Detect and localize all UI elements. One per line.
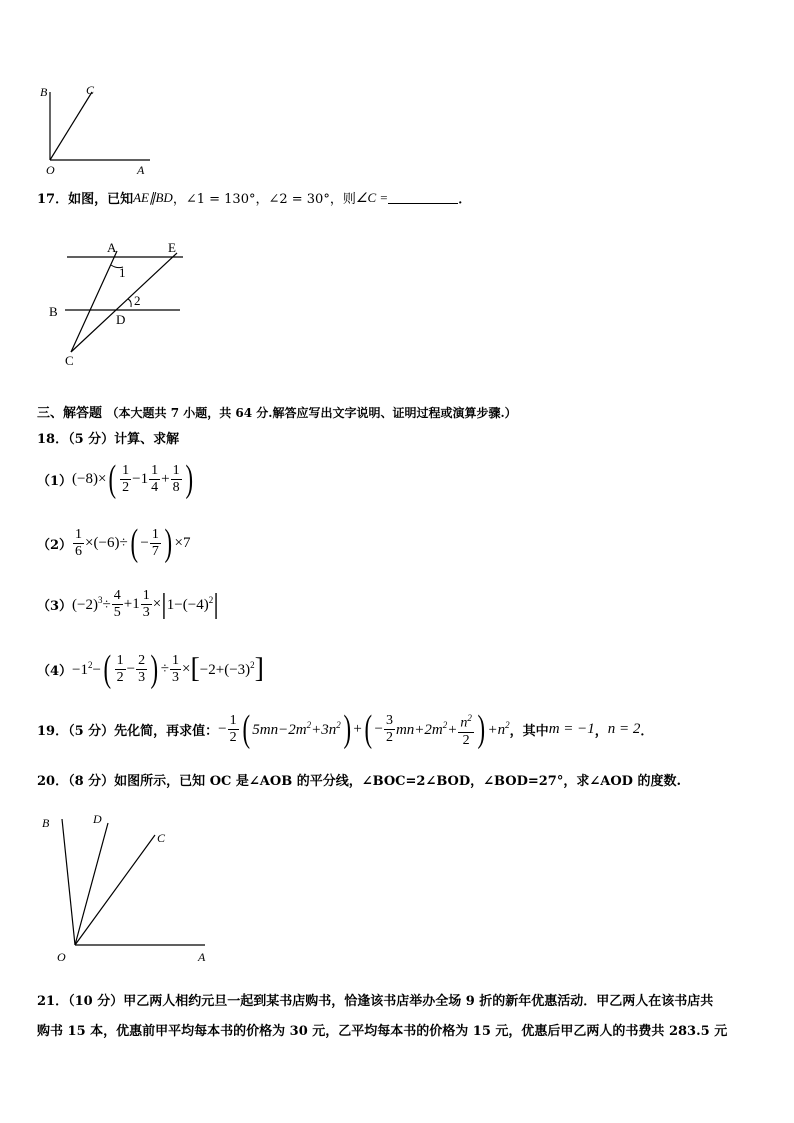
q18-part-4: （4） $-1^2-$ ( $\frac{1}{2}$ − $\frac{2}{3}$ ) ÷ $\frac{1}{3}$ × [ $-2+(-3)^2$ ] (37, 648, 264, 690)
section-description: （本大题共 7 小题，共 64 分.解答应写出文字说明、证明过程或演算步骤.） (106, 406, 517, 420)
label-c: C (65, 353, 74, 368)
part-label: （3） (37, 599, 73, 614)
q17-angles: ，∠1 = 130°，∠2 = 30°，则 (172, 192, 356, 207)
q18-part-3: （3） $(-2)^3\div$ $\frac{4}{5}$ +1 $\frac{1}{3}$ × | $1-(-4)^2$ | (37, 588, 219, 620)
q17-end: ． (458, 192, 472, 207)
label-angle-1: 1 (119, 265, 126, 280)
question-20: 20．（8 分）如图所示，已知 OC 是∠AOB 的平分线，∠BOC=2∠BOD，∠BOD=27°，求∠AOD 的度数. (37, 774, 681, 789)
q17-text: 如图，已知 (68, 192, 134, 207)
label-d: D (116, 312, 126, 327)
label-o: O (57, 950, 66, 964)
question-18-heading: 18．（5 分）计算、求解 (37, 432, 180, 447)
question-21-line-2: 购书 15 本，优惠前甲平均每本书的价格为 30 元，乙平均每本书的价格为 15 元，优惠后甲乙两人的书费共 283.5 元 (37, 1024, 728, 1039)
label-b: B (49, 304, 58, 319)
q19-heading: 19．（5 分）先化简，再求值： (37, 723, 219, 739)
q19-end: ． (640, 723, 654, 739)
figure-angle-aod (40, 805, 220, 970)
label-a: A (107, 240, 117, 255)
label-o: O (46, 163, 55, 177)
q17-number: 17． (37, 192, 69, 207)
label-b: B (42, 816, 50, 830)
question-17 (37, 188, 471, 207)
part-label: （1） (37, 473, 73, 489)
question-19: 19．（5 分）先化简，再求值： − $\frac{1}{2}$ ( $5mn-2m^2+3n^2$ ) + ( − $\frac{3}{2}$ $mn+2m^2+$ $\frac{n^2}{2}$ ) $+n^2$ ，其中 m = −1 ， n = 2 ． (37, 708, 654, 751)
label-b: B (40, 85, 48, 99)
figure-parallel-lines (45, 235, 195, 375)
label-angle-2: 2 (134, 293, 141, 308)
q17-answer-blank[interactable] (388, 191, 458, 204)
label-a: A (137, 163, 145, 177)
question-21-line-1: 21．（10 分）甲乙两人相约元旦一起到某书店购书，恰逢该书店举办全场 9 折的新年优惠活动．甲乙两人在该书店共 (37, 994, 714, 1009)
label-c: C (86, 83, 95, 97)
q17-target: ∠C = (355, 189, 389, 205)
section-title: 三、解答题 (37, 406, 103, 421)
q18-part-1: （1） (−8)× ( $\frac{1}{2}$ −1 $\frac{1}{4}$ + $\frac{1}{8}$ ) (37, 458, 193, 500)
figure-angle-boc (30, 80, 160, 180)
q19-comma: ， (594, 723, 608, 739)
label-a: A (198, 950, 206, 964)
label-c: C (157, 831, 166, 845)
part-label: （4） (37, 663, 73, 679)
q19-tail: ，其中 (509, 723, 549, 739)
section-3-heading (37, 402, 517, 421)
q19-condition-n: n = 2 (607, 720, 641, 737)
label-d: D (93, 812, 102, 826)
q17-condition: AE∥BD (133, 189, 173, 205)
q19-condition-m: m = −1 (548, 720, 595, 737)
label-e: E (168, 240, 176, 255)
part-label: （2） (37, 537, 73, 553)
q18-part-2: （2） $\frac{1}{6}$ ×(−6)÷ ( − $\frac{1}{7}$ ) ×7 (37, 522, 191, 564)
